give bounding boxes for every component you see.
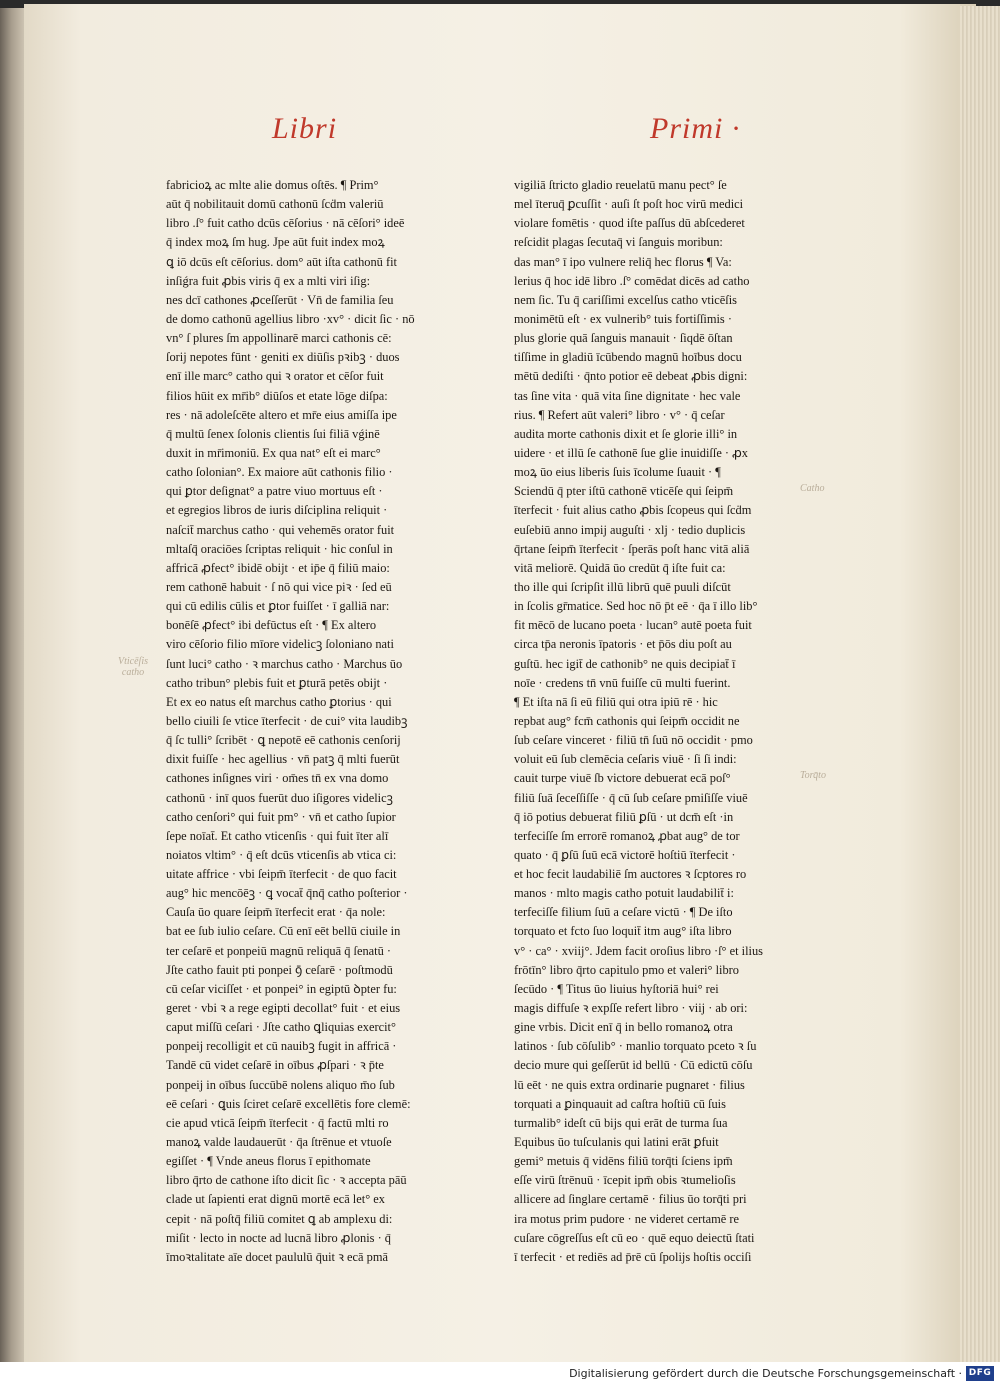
text-line: magis diffuſe ꝛ expſſe refert libro · viij · ab ori:: [514, 1001, 748, 1016]
text-line: turmalib° ideſt cū bijs qui erāt de turma ſua: [514, 1115, 728, 1130]
text-line: violare fomētis · quod iſte paſſus dū abſcederet: [514, 216, 745, 231]
text-line: eē ceſari · ꝗuis ſciret ceſarē excellētis fore clemē:: [166, 1096, 411, 1111]
text-line: de domo cathonū agellius libro ·xv° · dicit ſic · nō: [166, 311, 415, 326]
text-line: ira motus prim pudore · ne videret certamē re: [514, 1211, 740, 1226]
text-line: reſcidit plagas ſecutaq̄ vi ſanguis moribun:: [514, 235, 723, 250]
text-line: Sciendū q̄ pter iſtū cathonē vticēſe qui ſeipm̄: [514, 484, 734, 499]
text-line: catho ſolonian°. Ex maiore aūt cathonis filio ·: [166, 465, 393, 480]
text-line: das man° ī ipo vulnere reliq̄ hec florus ¶ Va:: [514, 254, 732, 269]
text-line: cauit turpe viuē ſb victore debuerat ecā poſ°: [514, 771, 731, 786]
text-line: filios hūit ex mr̄ib° diūſos et etate lōge diſpa:: [166, 388, 388, 403]
text-line: viro cēſorio filio mīore videlicꝫ ſoloniano nati: [166, 637, 394, 652]
text-line: filiū ſuā ſeceſſiſſe · q̄ cū ſub ceſare pmiſiſſe viuē: [514, 790, 748, 805]
text-line: inſiǵra fuit ꝓbis viris q̄ ex a mlti viri iſig:: [166, 273, 371, 288]
text-line: ter ceſarē et ponpeiū magnū reliquā q̄ ſenatū ·: [166, 943, 391, 958]
text-line: catho tribun° plebis fuit et ꝑturā petēs obijt ·: [166, 675, 388, 690]
text-line: frōtīn° libro q̄rto capitulo pmo et valeri° libro: [514, 962, 739, 977]
text-line: voluit eū ſub clemēcia ceſaris viuē · ſi ſi indi:: [514, 752, 737, 767]
text-line: miſit · lecto in nocte ad lucnā libro ꝓlonis · q̄: [166, 1230, 392, 1245]
text-line: cathones inſignes viri · om̄es tn̄ ex vna domo: [166, 771, 389, 786]
text-line: bello ciuili ſe vtice īterfecit · de cui° vita laudibꝫ: [166, 713, 408, 728]
text-line: repbat aug° fcm̄ cathonis qui ſeipm̄ occidit ne: [514, 713, 740, 728]
text-line: uidere · et illū ſe cathonē ſue glie inuidiſſe · ꝓx: [514, 445, 748, 460]
text-line: tho ille qui ſcripſit illū librū quē puuli diſcūt: [514, 579, 731, 594]
text-line: circa tp̄a neronis īpatoris · et p̄ōs diu poſt au: [514, 637, 732, 652]
text-line: audita morte cathonis dixit et ſe glorie illi° in: [514, 426, 738, 441]
text-line: qui ꝑtor deſignat° a patre viuo mortuus eſt ·: [166, 484, 383, 499]
text-line: q̄ index moꝝ ſm hug. Jpe aūt fuit index moꝝ: [166, 235, 385, 250]
text-line: cepit · nā poſtq̄ filiū comitet ꝗ ab amplexu di:: [166, 1211, 393, 1226]
text-line: catho cenſori° qui fuit pm° · vn̄ et catho ſupior: [166, 809, 396, 824]
text-line: geret · vbi ꝛ a rege egipti decollat° fuit · et eius: [166, 1001, 401, 1016]
margin-note-right-2: Torq̄to: [800, 770, 826, 781]
text-line: mel īteruq̄ ꝑcuſſit · auſi ſt poſt hoc virū medici: [514, 197, 744, 212]
margin-note-left: Vticēſis catho: [118, 656, 148, 678]
text-line: qui cū edilis cūlis et ꝑtor fuiſſet · ī galliā nar:: [166, 599, 390, 614]
text-line: Equibus ūo tuſculanis qui latini erāt ꝑfuit: [514, 1135, 719, 1150]
text-line: ponpeij in oībus ſuccūbē nolens aliquo m̄o ſub: [166, 1077, 395, 1092]
text-line: ſunt luci° catho · ꝛ marchus catho · Marchus ūo: [166, 656, 403, 671]
margin-note-right: Catho: [800, 483, 825, 494]
text-line: bat ee ſub iulio ceſare. Cū enī eēt bellū ciuile in: [166, 924, 401, 939]
text-line: Et ex eo natus eſt marchus catho ꝑtorius · qui: [166, 694, 392, 709]
text-line: īterfecit · fuit alius catho ꝓbis ſcopeus qui ſcḋm: [514, 503, 752, 518]
text-line: ſepe noīat̄. Et catho vticenſis · qui fuit īter alī: [166, 828, 389, 843]
text-line: Jſte catho fauit pti ponpei ꝯ̄ ceſarē · poſtmodū: [166, 962, 393, 977]
text-line: q̄ iō potius debuerat filiū ꝑſū · ut dcm̄ eſt ·in: [514, 809, 734, 824]
text-line: res · nā adoleſcēte altero et mr̄e eius amiſſa ipe: [166, 407, 397, 422]
text-line: cuſare cōgreſſus eſt cū eo · quē equo deiectū ſtati: [514, 1230, 755, 1245]
text-line: quato · q̄ ꝑſū ſuū ecā victorē hoſtiū īterfecit ·: [514, 847, 736, 862]
text-line: rem cathonē habuit · ſ nō qui vice piꝛ · ſed eū: [166, 579, 392, 594]
text-line: in ſcolis gr̄matice. Sed hoc nō p̄t eē · q̄a ī illo lib°: [514, 599, 758, 614]
text-column-left: [166, 176, 466, 1267]
text-line: uitate affrice · vbi ſeipm̄ īterfecit · de quo facit: [166, 867, 397, 882]
running-head-left: Libri: [272, 112, 338, 145]
text-line: terfeciſſe filium ſuū a ceſare victū · ¶ De iſto: [514, 905, 733, 920]
text-line: q̄ ſc tulli° ſcribēt · ꝗ nepotē eē cathonis cenſorij: [166, 733, 401, 748]
text-line: ī terfecit · et rediēs ad p̄rē cū ſpolijs hoſtis occiſi: [514, 1249, 752, 1264]
text-line: clade ut ſapienti erat dignū mortē ecā let° ex: [166, 1192, 385, 1207]
text-line: moꝝ ūo eius liberis ſuis īcolume ſuauit · ¶: [514, 465, 721, 480]
text-line: manos · mlto magis catho potuit laudabilit̄ i:: [514, 886, 734, 901]
text-line: Cauſa ūo quare ſeipm̄ īterfecit erat · q̄a nole:: [166, 905, 386, 920]
text-line: torquato et fcto ſuo loquit̄ itm aug° iſta libro: [514, 924, 732, 939]
text-line: īmoꝛtalitate aīe docet paululū q̄uit ꝛ ecā pmā: [166, 1249, 388, 1264]
text-line: decio mure qui geſſerūt id bellū · Cū edictū cōſu: [514, 1058, 753, 1073]
text-line: lū eēt · ne quis extra ordinarie pugnaret · filius: [514, 1077, 745, 1092]
text-line: aūt q̄ nobilitauit domū cathonū ſcḋm valeriū: [166, 197, 384, 212]
text-line: ſorij nepotes fūnt · geniti ex diūſis pꝛibꝫ · duos: [166, 350, 400, 365]
text-line: q̄ multū ſenex ſolonis clientis ſui filiā vǵinē: [166, 426, 380, 441]
text-line: vigiliā ſtricto gladio reuelatū manu pect° ſe: [514, 178, 727, 192]
text-line: vitā meliorē. Quidā ūo credūt q̄ iſte fuit ca:: [514, 560, 726, 575]
text-line: cie apud vticā ſeipm̄ īterfecit · q̄ factū mlti ro: [166, 1115, 389, 1130]
text-line: bonēſē ꝓfect° ibi defūctus eſt · ¶ Ex altero: [166, 618, 377, 633]
text-line: et egregios libros de iuris diſciplina reliquit ·: [166, 503, 388, 518]
text-line: terfeciſſe ſm errorē romanoꝝ ꝓbat aug° de tor: [514, 828, 740, 843]
text-line: Tandē cū videt ceſarē in oībus ꝓſpari · ꝛ p̄te: [166, 1058, 384, 1073]
text-line: et hoc fecit laudabiliē ſm auctores ꝛ ſcptores ro: [514, 867, 747, 882]
text-line: gine vrbis. Dicit enī q̄ in bello romanoꝝ otra: [514, 1020, 733, 1035]
text-line: libro q̄rto de cathone iſto dicit ſic · ꝛ accepta pāū: [166, 1173, 407, 1188]
text-line: torquati a ꝑinquauit ad caſtra hoſtiū cū ſuis: [514, 1096, 726, 1111]
text-line: aug° hic mencōēꝫ · ꝗ vocat̄ q̄nq̄ catho poſterior ·: [166, 886, 408, 901]
text-line: nem ſic. Tu q̄ cariſſimi excelſus catho vticēſis: [514, 292, 737, 307]
text-line: nes dcī cathones ꝓceſſerūt · Vn̄ de familia ſeu: [166, 292, 394, 307]
text-line: monimētū eſt · ex vulnerib° tuis fortiſſimis ·: [514, 311, 732, 326]
text-line: ponpeij recolligit et cū nauibꝫ fugit in affricā ·: [166, 1039, 397, 1054]
text-line: rius. ¶ Refert aūt valeri° libro · v° · q̄ ceſar: [514, 407, 725, 422]
text-line: naſcit̄ marchus catho · qui vehemēs orator fuit: [166, 522, 395, 537]
text-line: ſecūdo · ¶ Titus ūo liuius hyſtoriā hui° rei: [514, 981, 719, 996]
page-stack-edge: [960, 6, 1000, 1362]
text-column-right: [514, 176, 814, 1267]
text-line: allicere ad ſinglare certamē · filius ūo torq̄ti pri: [514, 1192, 747, 1207]
text-line: plus glorie quā ſanguis manauit · ſiqdē ōſtan: [514, 331, 733, 346]
text-line: mltaſq̄ oraciōes ſcriptas reliquit · hic conſul in: [166, 541, 393, 556]
text-line: gemi° metuis q̄ vidēns filiū torq̄ti ſciens ipm̄: [514, 1154, 733, 1169]
text-line: duxit in mr̄imoniū. Ex qua nat° eſt ei marc°: [166, 445, 381, 460]
text-line: eſſe virū ſtrēnuū · īcepit ipm̄ obis ꝛtumelioſis: [514, 1173, 736, 1188]
footer-bar: [0, 1362, 1000, 1386]
text-line: euſebiū anno impij auguſti · xlj · tedio duplicis: [514, 522, 746, 537]
text-line: egiſſet · ¶ Vnde aneus florus ī epithomate: [166, 1154, 371, 1169]
text-line: fit mēcō de lucano poeta · lucan° autē poeta fuit: [514, 618, 752, 633]
text-line: ſub ceſare vinceret · filiū tn̄ ſuū nō occidit · pmo: [514, 733, 753, 748]
text-line: guſtū. hec igit̄ de cathonib° ne quis decipiat̄ ī: [514, 656, 736, 671]
text-line: libro .ſ° fuit catho dcūs cēſorius · nā cēſori° ideē: [166, 216, 405, 231]
text-line: noiatos vltim° · q̄ eſt dcūs vticenſis ab vtica ci:: [166, 847, 397, 862]
text-line: lerius q̄ hoc idē libro .ſ° comēdat dicēs ad catho: [514, 273, 750, 288]
text-line: noīe · credens tn̄ vnū fuiſſe cū multi fuerint.: [514, 675, 731, 690]
text-line: v° · ca° · xviij°. Jdem facit oroſius libro ·ſ° et ilius: [514, 943, 763, 958]
text-line: mētū dediſti · q̄nto potior eē debeat ꝓbis digni:: [514, 369, 748, 384]
text-line: vn° ſ plures ſm appollinarē marci cathonis cē:: [166, 331, 392, 346]
text-line: q̄rtane ſeipm̄ īterfecit · ſperās poſt hanc vitā aliā: [514, 541, 750, 556]
text-line: fabricioꝝ ac mlte alie domus oſtēs. ¶ Prim°: [166, 178, 379, 192]
text-line: dixit fuiſſe · hec agellius · vn̄ patꝫ q̄ mlti fuerūt: [166, 752, 400, 767]
text-line: cū ceſar viciſſet · et ponpei° in egiptū ꝺpter fu:: [166, 981, 397, 996]
text-line: ¶ Et iſta nā ſi eū filiū qui otra ipiū rē · hic: [514, 694, 718, 709]
text-line: manoꝝ valde laudauerūt · q̄a ſtrēnue et vtuoſe: [166, 1135, 392, 1150]
running-head-right: Primi ·: [650, 112, 741, 145]
text-line: tas ſine vita · quā vita ſine dignitate · hec vale: [514, 388, 741, 403]
text-line: tiſſime in gladiū īcūbendo magnū hoībus docu: [514, 350, 742, 365]
text-line: ꝗ iō dcūs eſt cēſorius. dom° aūt iſta cathonū fit: [166, 254, 397, 269]
footer-credit: Digitalisierung gefördert durch die Deutsche Forschungsgemeinschaft ·: [569, 1367, 962, 1380]
text-line: latinos · ſub cōſulib° · manlio torquato pceto ꝛ ſu: [514, 1039, 757, 1054]
text-line: affricā ꝓfect° ibidē obijt · et ip̄e q̄ filiū maio:: [166, 560, 390, 575]
dfg-logo[interactable]: DFG: [966, 1366, 994, 1381]
text-line: cathonū · inī quos fuerūt duo iſigores videlicꝫ: [166, 790, 393, 805]
text-line: caput miſſū ceſari · Jſte catho ꝗliquias exercit°: [166, 1020, 396, 1035]
text-line: enī ille marc° catho qui ꝛ orator et cēſor fuit: [166, 369, 384, 384]
